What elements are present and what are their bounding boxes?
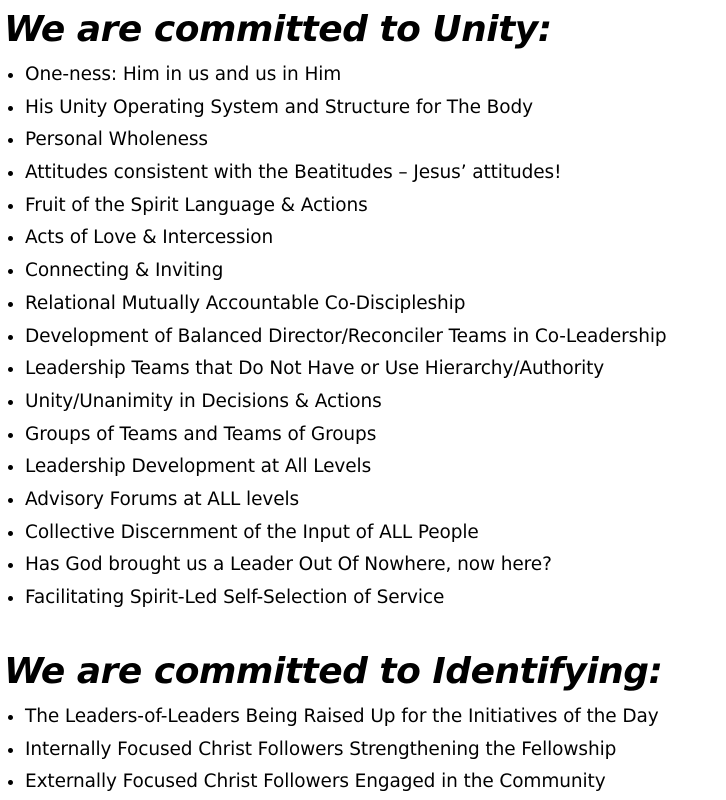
bullet-icon bbox=[8, 367, 13, 372]
list-item-text: Leadership Development at All Levels bbox=[25, 456, 372, 478]
bullet-icon bbox=[8, 780, 13, 785]
list-item bbox=[0, 92, 667, 125]
list-item bbox=[0, 701, 659, 734]
bullet-icon bbox=[8, 748, 13, 753]
bullet-icon bbox=[8, 433, 13, 438]
list-item-text: Facilitating Spirit-Led Self-Selection of Service bbox=[25, 587, 445, 608]
identifying-list bbox=[0, 701, 659, 799]
list-item bbox=[0, 582, 667, 615]
list-item bbox=[0, 59, 667, 92]
list-item-text: Internally Focused Christ Followers Strengthening the Fellowship bbox=[25, 738, 617, 760]
section-heading-identifying: We are committed to Identifying: bbox=[4, 651, 663, 692]
list-item-text: Groups of Teams and Teams of Groups bbox=[25, 423, 377, 445]
bullet-icon bbox=[8, 531, 13, 536]
list-item bbox=[0, 549, 667, 582]
list-item-text: Attitudes consistent with the Beatitudes – Jesus’ attitudes! bbox=[25, 162, 562, 184]
list-item bbox=[0, 353, 667, 386]
list-item-text: Relational Mutually Accountable Co-Discipleship bbox=[25, 292, 466, 314]
bullet-icon bbox=[8, 138, 13, 143]
list-item-text: Leadership Teams that Do Not Have or Use Hierarchy/Authority bbox=[25, 358, 605, 380]
unity-list bbox=[0, 59, 667, 615]
list-item-text: Collective Discernment of the Input of ALL People bbox=[25, 521, 479, 543]
list-item bbox=[0, 321, 667, 354]
bullet-icon bbox=[8, 73, 13, 78]
bullet-icon bbox=[8, 269, 13, 274]
list-item bbox=[0, 386, 667, 419]
list-item-text: Unity/Unanimity in Decisions & Actions bbox=[25, 390, 382, 412]
list-item bbox=[0, 288, 667, 321]
list-item-text: His Unity Operating System and Structure for The Body bbox=[25, 96, 533, 118]
bullet-icon bbox=[8, 715, 13, 720]
bullet-icon bbox=[8, 236, 13, 241]
bullet-icon bbox=[8, 335, 13, 340]
bullet-icon bbox=[8, 302, 13, 307]
bullet-icon bbox=[8, 498, 13, 503]
list-item bbox=[0, 419, 667, 452]
bullet-icon bbox=[8, 400, 13, 405]
list-item bbox=[0, 734, 659, 767]
bullet-icon bbox=[8, 465, 13, 470]
list-item-text: Advisory Forums at ALL levels bbox=[25, 488, 300, 510]
list-item bbox=[0, 517, 667, 550]
list-item-text: Connecting & Inviting bbox=[25, 260, 224, 282]
bullet-icon bbox=[8, 106, 13, 111]
list-item-text: Development of Balanced Director/Reconciler Teams in Co-Leadership bbox=[25, 325, 667, 347]
bullet-icon bbox=[8, 171, 13, 176]
bullet-icon bbox=[8, 204, 13, 209]
list-item-text: The Leaders-of-Leaders Being Raised Up for the Initiatives of the Day bbox=[25, 706, 659, 727]
list-item-text: Has God brought us a Leader Out Of Nowhere, now here? bbox=[25, 554, 552, 576]
list-item bbox=[0, 222, 667, 255]
list-item bbox=[0, 190, 667, 223]
section-heading-unity: We are committed to Unity: bbox=[4, 9, 552, 50]
list-item bbox=[0, 451, 667, 484]
list-item-text: Fruit of the Spirit Language & Actions bbox=[25, 194, 368, 216]
list-item-text: Externally Focused Christ Followers Engaged in the Community bbox=[25, 771, 606, 793]
list-item-text: Personal Wholeness bbox=[25, 129, 208, 151]
list-item bbox=[0, 484, 667, 517]
list-item bbox=[0, 157, 667, 190]
list-item-text: One-ness: Him in us and us in Him bbox=[25, 64, 342, 85]
list-item-text: Acts of Love & Intercession bbox=[25, 227, 274, 249]
list-item bbox=[0, 766, 659, 799]
bullet-icon bbox=[8, 596, 13, 601]
list-item bbox=[0, 124, 667, 157]
list-item bbox=[0, 255, 667, 288]
bullet-icon bbox=[8, 563, 13, 568]
